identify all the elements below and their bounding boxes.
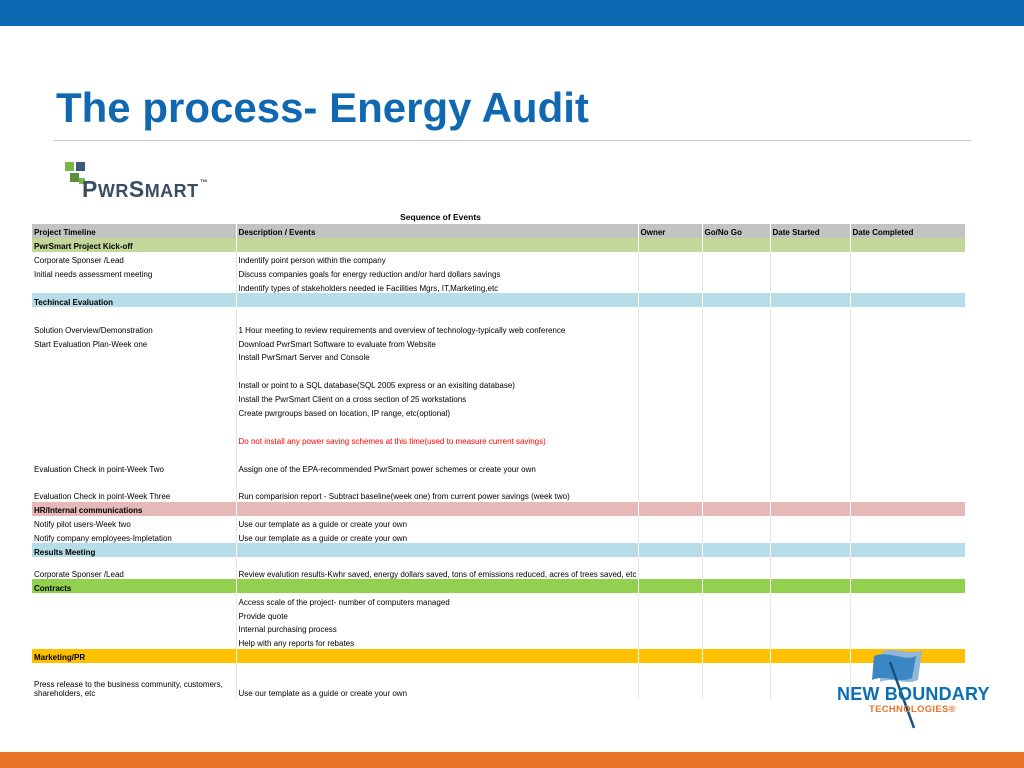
date-started-cell	[770, 530, 850, 544]
timeline-cell: Press release to the business community, customers, shareholders, etc	[32, 677, 236, 699]
section-cell	[702, 238, 770, 252]
header-description: Description / Events	[236, 224, 638, 238]
section-cell	[702, 543, 770, 557]
date-completed-cell	[850, 280, 965, 294]
section-label: Results Meeting	[32, 543, 236, 557]
section-cell	[236, 238, 638, 252]
description-cell	[236, 474, 638, 488]
section-cell	[770, 543, 850, 557]
header-date-completed: Date Completed	[850, 224, 965, 238]
date-started-cell	[770, 607, 850, 621]
owner-cell	[638, 432, 702, 446]
date-started-cell	[770, 516, 850, 530]
timeline-cell: Notify pilot users-Week two	[32, 516, 236, 530]
table-header-row	[32, 224, 965, 238]
owner-cell	[638, 252, 702, 266]
section-label: Contracts	[32, 579, 236, 593]
date-started-cell	[770, 446, 850, 460]
table-row	[32, 488, 965, 502]
date-started-cell	[770, 266, 850, 280]
description-cell: Install the PwrSmart Client on a cross section of 25 workstations	[236, 391, 638, 405]
date-started-cell	[770, 363, 850, 377]
go-no-go-cell	[702, 363, 770, 377]
table-row	[32, 621, 965, 635]
go-no-go-cell	[702, 377, 770, 391]
go-no-go-cell	[702, 607, 770, 621]
go-no-go-cell	[702, 593, 770, 607]
section-cell	[850, 502, 965, 516]
owner-cell	[638, 460, 702, 474]
description-cell: Assign one of the EPA-recommended PwrSmart power schemes or create your own	[236, 460, 638, 474]
owner-cell	[638, 677, 702, 699]
date-completed-cell	[850, 607, 965, 621]
go-no-go-cell	[702, 474, 770, 488]
timeline-cell: Evaluation Check in point-Week Three	[32, 488, 236, 502]
description-cell: Indentify types of stakeholders needed ie Facilities Mgrs, IT,Marketing,etc	[236, 280, 638, 294]
date-started-cell	[770, 432, 850, 446]
pwrsmart-p: P	[82, 176, 98, 202]
header-project-timeline: Project Timeline	[32, 224, 236, 238]
go-no-go-cell	[702, 391, 770, 405]
section-cell	[770, 293, 850, 307]
date-started-cell	[770, 335, 850, 349]
description-cell: Internal purchasing process	[236, 621, 638, 635]
table-row	[32, 377, 965, 391]
section-label: Techincal Evaluation	[32, 293, 236, 307]
table-row	[32, 635, 965, 649]
owner-cell	[638, 607, 702, 621]
description-cell: Download PwrSmart Software to evaluate from Website	[236, 335, 638, 349]
timeline-cell	[32, 391, 236, 405]
description-cell: Create pwrgroups based on location, IP range, etc(optional)	[236, 405, 638, 419]
date-started-cell	[770, 621, 850, 635]
date-completed-cell	[850, 432, 965, 446]
owner-cell	[638, 363, 702, 377]
section-row	[32, 293, 965, 307]
owner-cell	[638, 557, 702, 579]
pwrsmart-logo	[64, 160, 224, 206]
timeline-cell	[32, 349, 236, 363]
top-accent-bar	[0, 0, 1024, 26]
timeline-cell	[32, 377, 236, 391]
date-completed-cell	[850, 391, 965, 405]
go-no-go-cell	[702, 280, 770, 294]
owner-cell	[638, 418, 702, 432]
section-cell	[850, 293, 965, 307]
new-boundary-logo	[834, 644, 999, 732]
description-cell: Use our template as a guide or create your own	[236, 677, 638, 699]
section-cell	[850, 543, 965, 557]
owner-cell	[638, 635, 702, 649]
section-row	[32, 649, 965, 663]
description-cell	[236, 307, 638, 321]
date-started-cell	[770, 377, 850, 391]
date-completed-cell	[850, 307, 965, 321]
section-cell	[236, 502, 638, 516]
timeline-cell	[32, 280, 236, 294]
date-completed-cell	[850, 621, 965, 635]
table-row	[32, 335, 965, 349]
table-row	[32, 307, 965, 321]
timeline-cell	[32, 474, 236, 488]
date-completed-cell	[850, 474, 965, 488]
go-no-go-cell	[702, 252, 770, 266]
go-no-go-cell	[702, 530, 770, 544]
section-label: Marketing/PR	[32, 649, 236, 663]
date-completed-cell	[850, 335, 965, 349]
table-row	[32, 418, 965, 432]
date-started-cell	[770, 557, 850, 579]
date-completed-cell	[850, 516, 965, 530]
bottom-accent-bar	[0, 752, 1024, 768]
description-cell: Access scale of the project- number of computers managed	[236, 593, 638, 607]
date-started-cell	[770, 418, 850, 432]
description-cell: 1 Hour meeting to review requirements and overview of technology-typically web conference	[236, 321, 638, 335]
timeline-cell: Solution Overview/Demonstration	[32, 321, 236, 335]
description-cell: Discuss companies goals for energy reduction and/or hard dollars savings	[236, 266, 638, 280]
date-completed-cell	[850, 593, 965, 607]
timeline-cell	[32, 307, 236, 321]
table-row	[32, 446, 965, 460]
date-completed-cell	[850, 557, 965, 579]
description-cell: Use our template as a guide or create your own	[236, 530, 638, 544]
go-no-go-cell	[702, 349, 770, 363]
table-row	[32, 663, 965, 677]
section-cell	[236, 649, 638, 663]
timeline-cell: Evaluation Check in point-Week Two	[32, 460, 236, 474]
section-cell	[236, 579, 638, 593]
date-completed-cell	[850, 363, 965, 377]
section-cell	[638, 502, 702, 516]
header-go-no-go: Go/No Go	[702, 224, 770, 238]
date-started-cell	[770, 474, 850, 488]
description-cell: Install or point to a SQL database(SQL 2005 express or an exisiting database)	[236, 377, 638, 391]
owner-cell	[638, 391, 702, 405]
table-row	[32, 363, 965, 377]
date-started-cell	[770, 252, 850, 266]
new-boundary-name: NEW BOUNDARY	[837, 684, 990, 704]
description-cell	[236, 446, 638, 460]
go-no-go-cell	[702, 635, 770, 649]
timeline-cell	[32, 432, 236, 446]
owner-cell	[638, 307, 702, 321]
date-completed-cell	[850, 405, 965, 419]
description-cell: Help with any reports for rebates	[236, 635, 638, 649]
timeline-cell	[32, 418, 236, 432]
date-started-cell	[770, 488, 850, 502]
table-row	[32, 266, 965, 280]
section-row	[32, 502, 965, 516]
table-row	[32, 391, 965, 405]
owner-cell	[638, 349, 702, 363]
section-cell	[702, 293, 770, 307]
owner-cell	[638, 663, 702, 677]
go-no-go-cell	[702, 405, 770, 419]
go-no-go-cell	[702, 446, 770, 460]
description-cell	[236, 663, 638, 677]
table-row	[32, 530, 965, 544]
section-cell	[638, 579, 702, 593]
section-cell	[638, 293, 702, 307]
date-completed-cell	[850, 377, 965, 391]
timeline-cell: Corporate Sponser /Lead	[32, 252, 236, 266]
table-row	[32, 474, 965, 488]
owner-cell	[638, 335, 702, 349]
table-row	[32, 607, 965, 621]
section-cell	[770, 238, 850, 252]
timeline-cell: Notify company employees-Impletation	[32, 530, 236, 544]
description-cell: Provide quote	[236, 607, 638, 621]
table-row	[32, 460, 965, 474]
section-cell	[770, 502, 850, 516]
new-boundary-sub: TECHNOLOGIES®	[869, 704, 956, 715]
section-cell	[638, 238, 702, 252]
go-no-go-cell	[702, 663, 770, 677]
timeline-cell	[32, 663, 236, 677]
section-cell	[850, 238, 965, 252]
timeline-cell	[32, 363, 236, 377]
go-no-go-cell	[702, 677, 770, 699]
pwrsmart-mart: MART	[144, 181, 199, 201]
owner-cell	[638, 280, 702, 294]
table-row	[32, 280, 965, 294]
table-row	[32, 432, 965, 446]
date-completed-cell	[850, 418, 965, 432]
owner-cell	[638, 488, 702, 502]
section-row	[32, 579, 965, 593]
section-label: HR/Internal communications	[32, 502, 236, 516]
date-completed-cell	[850, 530, 965, 544]
section-cell	[638, 543, 702, 557]
table-row	[32, 405, 965, 419]
date-started-cell	[770, 460, 850, 474]
date-started-cell	[770, 307, 850, 321]
owner-cell	[638, 530, 702, 544]
pwrsmart-wordmark	[82, 176, 208, 203]
date-started-cell	[770, 280, 850, 294]
date-completed-cell	[850, 252, 965, 266]
date-completed-cell	[850, 349, 965, 363]
table-caption: Sequence of Events	[400, 212, 481, 222]
timeline-cell	[32, 446, 236, 460]
table-row	[32, 252, 965, 266]
description-cell: Review evalution results-Kwhr saved, energy dollars saved, tons of emissions reduced, acres of trees saved, etc	[236, 557, 638, 579]
owner-cell	[638, 446, 702, 460]
description-cell	[236, 418, 638, 432]
section-cell	[702, 649, 770, 663]
section-cell	[770, 579, 850, 593]
date-started-cell	[770, 349, 850, 363]
pwrsmart-tm: ™	[199, 178, 209, 187]
section-label: PwrSmart Project Kick-off	[32, 238, 236, 252]
section-row	[32, 543, 965, 557]
go-no-go-cell	[702, 516, 770, 530]
section-cell	[638, 649, 702, 663]
timeline-cell	[32, 593, 236, 607]
go-no-go-cell	[702, 621, 770, 635]
owner-cell	[638, 377, 702, 391]
section-row	[32, 238, 965, 252]
pwrsmart-s: S	[128, 176, 145, 202]
timeline-cell	[32, 635, 236, 649]
owner-cell	[638, 266, 702, 280]
timeline-cell: Corporate Sponser /Lead	[32, 557, 236, 579]
table-row	[32, 593, 965, 607]
owner-cell	[638, 593, 702, 607]
owner-cell	[638, 516, 702, 530]
date-completed-cell	[850, 321, 965, 335]
section-cell	[236, 293, 638, 307]
go-no-go-cell	[702, 460, 770, 474]
table-row	[32, 349, 965, 363]
owner-cell	[638, 621, 702, 635]
description-cell: Run comparision report - Subtract baseline(week one) from current power savings (week two)	[236, 488, 638, 502]
go-no-go-cell	[702, 307, 770, 321]
description-cell: Install PwrSmart Server and Console	[236, 349, 638, 363]
timeline-cell: Initial needs assessment meeting	[32, 266, 236, 280]
table-row	[32, 321, 965, 335]
description-cell: Use our template as a guide or create your own	[236, 516, 638, 530]
date-started-cell	[770, 593, 850, 607]
date-started-cell	[770, 321, 850, 335]
header-date-started: Date Started	[770, 224, 850, 238]
owner-cell	[638, 321, 702, 335]
table-row	[32, 516, 965, 530]
description-cell: Do not install any power saving schemes at this time(used to measure current savings)	[236, 432, 638, 446]
slide-title: The process- Energy Audit	[56, 84, 589, 131]
table-row	[32, 557, 965, 579]
section-cell	[702, 579, 770, 593]
go-no-go-cell	[702, 488, 770, 502]
section-cell	[702, 502, 770, 516]
timeline-cell	[32, 621, 236, 635]
date-completed-cell	[850, 488, 965, 502]
date-completed-cell	[850, 266, 965, 280]
header-owner: Owner	[638, 224, 702, 238]
table-row	[32, 677, 965, 699]
go-no-go-cell	[702, 335, 770, 349]
date-started-cell	[770, 391, 850, 405]
title-divider	[54, 140, 971, 141]
section-cell	[850, 579, 965, 593]
timeline-cell: Start Evaluation Plan-Week one	[32, 335, 236, 349]
owner-cell	[638, 474, 702, 488]
go-no-go-cell	[702, 321, 770, 335]
description-cell	[236, 363, 638, 377]
date-completed-cell	[850, 446, 965, 460]
go-no-go-cell	[702, 432, 770, 446]
timeline-cell	[32, 405, 236, 419]
sequence-of-events-table	[32, 224, 965, 699]
section-cell	[236, 543, 638, 557]
date-completed-cell	[850, 460, 965, 474]
go-no-go-cell	[702, 418, 770, 432]
owner-cell	[638, 405, 702, 419]
go-no-go-cell	[702, 266, 770, 280]
go-no-go-cell	[702, 557, 770, 579]
date-started-cell	[770, 405, 850, 419]
pwrsmart-wr: WR	[97, 181, 129, 201]
description-cell: Indentify point person within the company	[236, 252, 638, 266]
timeline-cell	[32, 607, 236, 621]
